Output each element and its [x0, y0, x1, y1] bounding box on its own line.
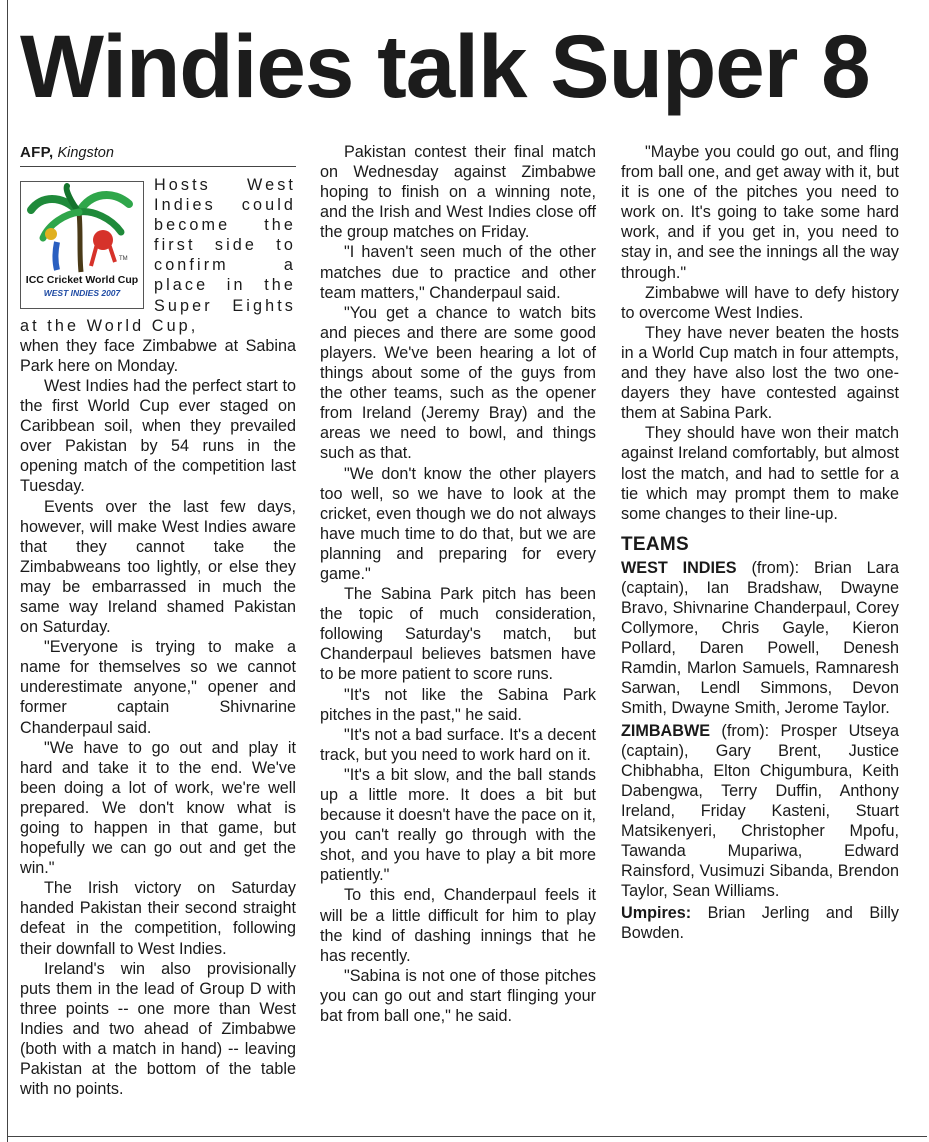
team-zimbabwe — [621, 721, 899, 902]
paragraph: To this end, Chanderpaul feels it will be a little difficult for him to play the kind of dashing innings that he has recently. — [320, 886, 596, 965]
left-column-rule — [7, 0, 8, 1142]
column-1 — [20, 142, 296, 1099]
team-label: WEST INDIES — [621, 558, 737, 577]
paragraph: "I haven't seen much of the other matches due to practice and other team matters," Chanderpaul said. — [320, 243, 596, 302]
paragraph: "We don't know the other players too well, so we have to look at the cricket, even though we do not always have much time to do that, but we are planning and preparing for every game." — [320, 464, 596, 583]
paragraph: "Everyone is trying to make a name for themselves so we cannot underestimate anyone," opener and former captain Shivnarine Chanderpaul said. — [20, 638, 296, 737]
byline-place: Kingston — [57, 145, 114, 161]
paragraph: Ireland's win also provisionally puts them in the lead of Group D with three points -- one more than West Indies and two ahead of Zimbabwe (both with a match in hand) -- leaving Pakistan at the bottom of the table with no points. — [20, 959, 296, 1099]
lead-continuation: when they face Zimbabwe at Sabina Park here on Monday. — [20, 336, 296, 375]
team-west-indies — [621, 558, 899, 719]
paragraph: "You get a chance to watch bits and pieces and there are some good players. We've been hearing a lot of things about some of the guys from the other teams, such as the opener from Ireland (Jeremy Bray) and the areas we need to bowl, and things such as that. — [320, 303, 596, 463]
paragraph: They should have won their match against Ireland comfortably, but almost lost the match, and had to settle for a tie which may prompt them to make some changes to their line-up. — [621, 424, 899, 523]
team-list: (from): Brian Lara (captain), Ian Bradshaw, Dwayne Bravo, Shivnarine Chanderpaul, Corey Collymore, Chris Gayle, Kieron Pollard, Daren Powell, Denesh Ramdin, Marlon Samuels, Ramnaresh Sarwan, Lendl Simmons, Devon Smith, Dwayne Smith, Jerome Taylor. — [621, 558, 899, 718]
column-3 — [621, 142, 899, 944]
lead-dropped-text: Hosts West Indies could become the first side to confirm a place in the Super Eights at the World Cup, — [20, 176, 296, 335]
palm-tree-cricketer-icon — [21, 182, 143, 274]
paragraph: "We have to go out and play it hard and take it to the end. We've been doing a lot of work, we're well prepared. We don't know what is going to happen in that game, but hopefully we can go out and get the win." — [20, 738, 296, 878]
column-2 — [320, 142, 596, 1026]
trademark-mark: TM — [119, 256, 128, 262]
headline: Windies talk Super 8 — [20, 16, 870, 116]
paragraph: Pakistan contest their final match on Wednesday against Zimbabwe hoping to finish on a winning note, and the Irish and West Indies close off the group matches on Friday. — [320, 143, 596, 242]
logo-title: ICC Cricket World Cup — [25, 274, 139, 286]
paragraph: The Irish victory on Saturday handed Pakistan their second straight defeat in the competition, following their downfall to West Indies. — [20, 879, 296, 958]
team-label: ZIMBABWE — [621, 721, 711, 740]
byline-agency: AFP, — [20, 144, 54, 161]
byline — [20, 142, 296, 167]
paragraph: They have never beaten the hosts in a World Cup match in four attempts, and they have also lost the two one-dayers they have contested against them at Sabina Park. — [621, 323, 899, 423]
umpires-label: Umpires: — [621, 904, 692, 923]
umpires — [621, 903, 899, 943]
paragraph: "Maybe you could go out, and fling from ball one, and get away with it, but it is one of the pitches you need to work on. It's going to take some hard work, and if you get in, you need to stay in, and see the innings all the way through." — [621, 143, 899, 282]
umpires-list: Brian Jerling and Billy Bowden. — [621, 904, 899, 943]
paragraph: Zimbabwe will have to defy history to overcome West Indies. — [621, 283, 899, 322]
world-cup-logo — [20, 181, 144, 309]
paragraph: "It's not a bad surface. It's a decent track, but you need to work hard on it. — [320, 725, 596, 764]
bottom-rule — [7, 1136, 927, 1137]
paragraph: West Indies had the perfect start to the first World Cup ever staged on Caribbean soil, when they prevailed over Pakistan by 54 runs in the opening match of the competition last Tuesday. — [20, 376, 296, 496]
paragraph: "Sabina is not one of those pitches you can go out and start flinging your bat from ball one," he said. — [320, 966, 596, 1026]
paragraph: The Sabina Park pitch has been the topic of much consideration, following Saturday's match, but Chanderpaul believes batsmen have to be more patient to score runs. — [320, 585, 596, 684]
paragraph: Events over the last few days, however, will make West Indies aware that they cannot take the Zimbabweans too lightly, or else they may be embarrassed in much the same way Ireland shamed Pakistan on Saturday. — [20, 497, 296, 637]
teams-heading: TEAMS — [621, 533, 689, 555]
team-list: (from): Prosper Utseya (captain), Gary Brent, Justice Chibhabha, Elton Chigumbura, Keith Dabengwa, Terry Duffin, Anthony Ireland, Friday Kasteni, Stuart Matsikenyeri, Christopher Mpofu, Tawanda Mupariwa, Edward Rainsford, Vusimuzi Sibanda, Brendon Taylor, Sean Williams. — [621, 721, 899, 901]
paragraph: "It's not like the Sabina Park pitches in the past," he said. — [320, 685, 596, 724]
logo-subtitle: WEST INDIES 2007 — [43, 288, 121, 298]
paragraph: "It's a bit slow, and the ball stands up a little more. It does a bit but because it doesn't have the pace on it, you can't really go through with the shot, and you have to play a bit more patiently." — [320, 765, 596, 885]
